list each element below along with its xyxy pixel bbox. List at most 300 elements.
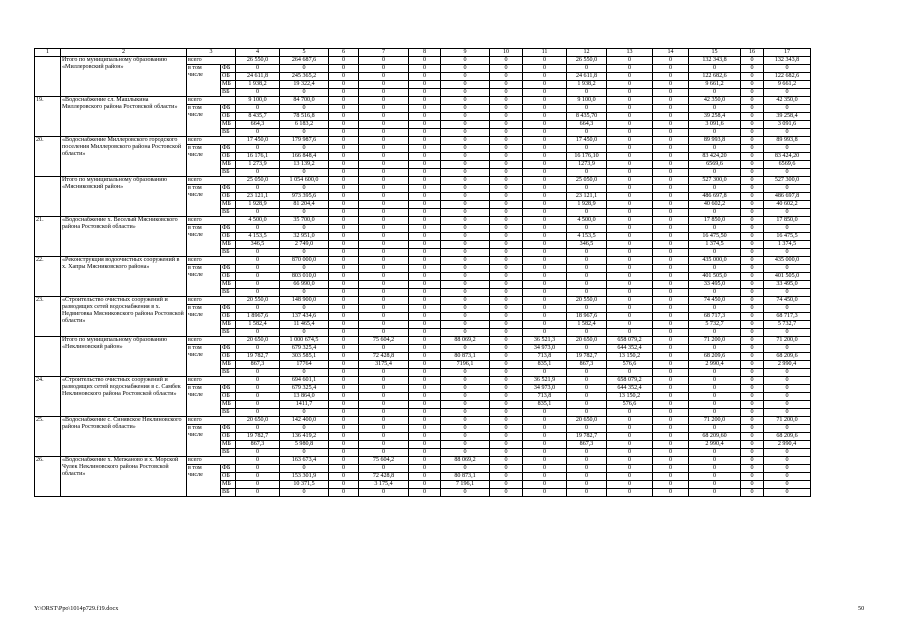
value-cell: 1 928,9 bbox=[567, 201, 607, 209]
value-cell: 0 bbox=[567, 129, 607, 137]
table-row bbox=[35, 217, 811, 225]
value-cell: 122 682,6 bbox=[689, 73, 741, 81]
value-cell: 0 bbox=[523, 185, 567, 193]
value-cell: 0 bbox=[236, 449, 280, 457]
value-cell: 4 153,5 bbox=[236, 233, 280, 241]
value-cell: 0 bbox=[689, 385, 741, 393]
value-cell: 0 bbox=[329, 297, 359, 305]
value-cell: 0 bbox=[329, 305, 359, 313]
value-cell: 0 bbox=[653, 105, 689, 113]
budget-label: ВБ bbox=[221, 289, 236, 297]
value-cell: 0 bbox=[607, 193, 653, 201]
value-cell: 20 650,0 bbox=[567, 417, 607, 425]
value-cell: 0 bbox=[653, 81, 689, 89]
value-cell: 0 bbox=[689, 393, 741, 401]
value-cell: 0 bbox=[329, 121, 359, 129]
value-cell: 0 bbox=[689, 345, 741, 353]
value-cell: 0 bbox=[329, 353, 359, 361]
value-cell: 0 bbox=[567, 65, 607, 73]
value-cell: 435 000,0 bbox=[689, 257, 741, 265]
value-cell: 0 bbox=[329, 273, 359, 281]
value-cell: 0 bbox=[689, 473, 741, 481]
value-cell: 0 bbox=[653, 145, 689, 153]
object-name: Итого по муниципальному образованию «Неклиновский район» bbox=[61, 337, 187, 377]
value-cell: 0 bbox=[359, 313, 409, 321]
value-cell: 0 bbox=[441, 465, 490, 473]
value-cell: 20 650,0 bbox=[567, 337, 607, 345]
value-cell: 0 bbox=[741, 81, 764, 89]
value-cell: 0 bbox=[607, 225, 653, 233]
value-cell: 0 bbox=[607, 65, 653, 73]
budget-label: МБ bbox=[221, 281, 236, 289]
value-cell: 0 bbox=[490, 185, 523, 193]
budget-label: МБ bbox=[221, 161, 236, 169]
value-cell: 88 069,2 bbox=[441, 457, 490, 465]
value-cell: 0 bbox=[359, 385, 409, 393]
value-cell: 0 bbox=[409, 113, 441, 121]
value-cell: 0 bbox=[741, 201, 764, 209]
value-cell: 0 bbox=[741, 321, 764, 329]
row-number: 24. bbox=[35, 377, 61, 417]
value-cell: 835,1 bbox=[523, 401, 567, 409]
value-cell: 0 bbox=[329, 345, 359, 353]
value-cell: 0 bbox=[607, 249, 653, 257]
value-cell: 0 bbox=[441, 281, 490, 289]
value-cell: 0 bbox=[329, 145, 359, 153]
value-cell: 0 bbox=[329, 449, 359, 457]
group-label bbox=[187, 65, 221, 97]
value-cell: 1 273,9 bbox=[236, 161, 280, 169]
value-cell: 0 bbox=[523, 153, 567, 161]
value-cell: 664,3 bbox=[567, 121, 607, 129]
table-row bbox=[35, 377, 811, 385]
value-cell: 9 661,2 bbox=[689, 81, 741, 89]
value-cell: 0 bbox=[441, 321, 490, 329]
value-cell: 0 bbox=[764, 473, 811, 481]
group-label-line1: в том bbox=[188, 385, 202, 391]
value-cell: 0 bbox=[409, 473, 441, 481]
value-cell: 17 850,0 bbox=[689, 217, 741, 225]
value-cell: 0 bbox=[741, 377, 764, 385]
value-cell: 9 661,2 bbox=[764, 81, 811, 89]
value-cell: 0 bbox=[764, 457, 811, 465]
value-cell: 679 325,4 bbox=[280, 345, 329, 353]
value-cell: 0 bbox=[441, 273, 490, 281]
value-cell: 0 bbox=[764, 169, 811, 177]
value-cell: 34 973,0 bbox=[523, 385, 567, 393]
value-cell: 0 bbox=[409, 465, 441, 473]
value-cell: 0 bbox=[607, 73, 653, 81]
value-cell: 0 bbox=[441, 385, 490, 393]
footer-file-path: Y:\ORST\Ppo\1014p729.f19.docx bbox=[34, 605, 119, 612]
value-cell: 0 bbox=[567, 169, 607, 177]
value-cell: 0 bbox=[741, 489, 764, 497]
value-cell: 0 bbox=[441, 153, 490, 161]
value-cell: 0 bbox=[689, 425, 741, 433]
value-cell: 0 bbox=[523, 409, 567, 417]
value-cell: 0 bbox=[741, 217, 764, 225]
value-cell: 0 bbox=[409, 241, 441, 249]
value-cell: 0 bbox=[409, 385, 441, 393]
budget-label: ВБ bbox=[221, 169, 236, 177]
value-cell: 0 bbox=[329, 489, 359, 497]
value-cell: 0 bbox=[441, 241, 490, 249]
value-cell: 0 bbox=[329, 473, 359, 481]
value-cell: 0 bbox=[653, 273, 689, 281]
value-cell: 0 bbox=[653, 201, 689, 209]
value-cell: 0 bbox=[329, 177, 359, 185]
value-cell: 9 100,0 bbox=[236, 97, 280, 105]
total-label: всего bbox=[187, 57, 236, 65]
value-cell: 0 bbox=[490, 465, 523, 473]
value-cell: 0 bbox=[490, 97, 523, 105]
value-cell: 0 bbox=[409, 121, 441, 129]
value-cell: 0 bbox=[741, 113, 764, 121]
value-cell: 644 352,4 bbox=[607, 385, 653, 393]
value-cell: 68 209,6 bbox=[764, 433, 811, 441]
budget-label: ФБ bbox=[221, 265, 236, 273]
object-name: «Строительство очистных сооружений и разводящих сетей водоснабжения в х. Недвиговка Мясниковского района Ростовской области» bbox=[61, 297, 187, 337]
value-cell: 0 bbox=[409, 193, 441, 201]
value-cell: 0 bbox=[236, 289, 280, 297]
value-cell: 0 bbox=[653, 153, 689, 161]
footer-page-number: 50 bbox=[858, 605, 865, 612]
value-cell: 0 bbox=[280, 305, 329, 313]
value-cell: 0 bbox=[441, 305, 490, 313]
value-cell: 0 bbox=[280, 89, 329, 97]
value-cell: 83 424,20 bbox=[764, 153, 811, 161]
value-cell: 71 200,0 bbox=[764, 417, 811, 425]
value-cell: 0 bbox=[689, 465, 741, 473]
value-cell: 0 bbox=[409, 305, 441, 313]
budget-label: ОБ bbox=[221, 113, 236, 121]
value-cell: 0 bbox=[329, 433, 359, 441]
value-cell: 0 bbox=[236, 129, 280, 137]
value-cell: 0 bbox=[764, 89, 811, 97]
value-cell: 0 bbox=[607, 441, 653, 449]
value-cell: 163 673,4 bbox=[280, 457, 329, 465]
value-cell: 0 bbox=[236, 273, 280, 281]
value-cell: 0 bbox=[523, 177, 567, 185]
value-cell: 0 bbox=[236, 305, 280, 313]
value-cell: 0 bbox=[607, 297, 653, 305]
value-cell: 0 bbox=[741, 145, 764, 153]
value-cell: 0 bbox=[409, 337, 441, 345]
value-cell: 0 bbox=[409, 257, 441, 265]
value-cell: 0 bbox=[409, 81, 441, 89]
value-cell: 644 352,4 bbox=[607, 345, 653, 353]
value-cell: 1273,9 bbox=[567, 161, 607, 169]
value-cell: 0 bbox=[409, 425, 441, 433]
value-cell: 80 873,1 bbox=[441, 353, 490, 361]
value-cell: 0 bbox=[653, 241, 689, 249]
value-cell: 0 bbox=[607, 209, 653, 217]
value-cell: 0 bbox=[567, 425, 607, 433]
value-cell: 0 bbox=[567, 289, 607, 297]
total-label: всего bbox=[187, 297, 236, 305]
value-cell: 0 bbox=[490, 329, 523, 337]
value-cell: 0 bbox=[490, 441, 523, 449]
value-cell: 0 bbox=[359, 441, 409, 449]
row-number: 23. bbox=[35, 297, 61, 337]
value-cell: 0 bbox=[359, 409, 409, 417]
value-cell: 0 bbox=[653, 417, 689, 425]
value-cell: 0 bbox=[523, 465, 567, 473]
table-row bbox=[35, 137, 811, 145]
value-cell: 0 bbox=[741, 265, 764, 273]
value-cell: 0 bbox=[741, 473, 764, 481]
value-cell: 0 bbox=[764, 425, 811, 433]
value-cell: 0 bbox=[741, 417, 764, 425]
group-label-line2: числе bbox=[188, 472, 203, 478]
value-cell: 0 bbox=[653, 297, 689, 305]
value-cell: 0 bbox=[409, 401, 441, 409]
value-cell: 0 bbox=[653, 137, 689, 145]
value-cell: 401 505,0 bbox=[689, 273, 741, 281]
value-cell: 973 395,6 bbox=[280, 193, 329, 201]
value-cell: 0 bbox=[329, 57, 359, 65]
value-cell: 0 bbox=[741, 169, 764, 177]
group-label-line1: в том bbox=[188, 265, 202, 271]
group-label bbox=[187, 385, 221, 417]
value-cell: 0 bbox=[689, 449, 741, 457]
value-cell: 0 bbox=[359, 57, 409, 65]
value-cell: 0 bbox=[236, 425, 280, 433]
value-cell: 0 bbox=[653, 185, 689, 193]
budget-label: МБ bbox=[221, 201, 236, 209]
header-cell: 3 bbox=[187, 49, 236, 57]
value-cell: 0 bbox=[653, 385, 689, 393]
value-cell: 0 bbox=[607, 185, 653, 193]
value-cell: 0 bbox=[329, 233, 359, 241]
value-cell: 0 bbox=[764, 385, 811, 393]
value-cell: 0 bbox=[359, 249, 409, 257]
value-cell: 0 bbox=[409, 321, 441, 329]
value-cell: 0 bbox=[741, 257, 764, 265]
value-cell: 0 bbox=[567, 225, 607, 233]
value-cell: 0 bbox=[741, 73, 764, 81]
value-cell: 0 bbox=[441, 209, 490, 217]
value-cell: 0 bbox=[523, 449, 567, 457]
value-cell: 75 604,2 bbox=[359, 337, 409, 345]
header-cell: 2 bbox=[61, 49, 187, 57]
value-cell: 17764 bbox=[280, 361, 329, 369]
value-cell: 0 bbox=[441, 329, 490, 337]
value-cell: 0 bbox=[567, 377, 607, 385]
value-cell: 0 bbox=[409, 345, 441, 353]
budget-label: ОБ bbox=[221, 353, 236, 361]
value-cell: 0 bbox=[689, 265, 741, 273]
object-name: Итого по муниципальному образованию «Мясниковский район» bbox=[61, 177, 187, 217]
value-cell: 68 209,6 bbox=[689, 353, 741, 361]
budget-label: МБ bbox=[221, 481, 236, 489]
budget-label: МБ bbox=[221, 241, 236, 249]
value-cell: 0 bbox=[764, 345, 811, 353]
value-cell: 0 bbox=[607, 369, 653, 377]
value-cell: 33 495,0 bbox=[764, 281, 811, 289]
value-cell: 19 782,7 bbox=[236, 353, 280, 361]
value-cell: 0 bbox=[607, 113, 653, 121]
value-cell: 0 bbox=[607, 265, 653, 273]
value-cell: 867,3 bbox=[236, 441, 280, 449]
value-cell: 0 bbox=[689, 489, 741, 497]
value-cell: 6 183,2 bbox=[280, 121, 329, 129]
value-cell: 0 bbox=[607, 409, 653, 417]
value-cell: 0 bbox=[567, 401, 607, 409]
value-cell: 0 bbox=[441, 177, 490, 185]
value-cell: 0 bbox=[236, 481, 280, 489]
value-cell: 0 bbox=[689, 457, 741, 465]
value-cell: 132 343,8 bbox=[764, 57, 811, 65]
value-cell: 0 bbox=[359, 65, 409, 73]
value-cell: 0 bbox=[490, 377, 523, 385]
value-cell: 0 bbox=[523, 73, 567, 81]
value-cell: 0 bbox=[689, 409, 741, 417]
value-cell: 0 bbox=[409, 433, 441, 441]
value-cell: 0 bbox=[523, 105, 567, 113]
group-label-line1: в том bbox=[188, 65, 202, 71]
value-cell: 0 bbox=[329, 201, 359, 209]
value-cell: 42 350,0 bbox=[764, 97, 811, 105]
value-cell: 0 bbox=[490, 321, 523, 329]
value-cell: 17 450,0 bbox=[567, 137, 607, 145]
value-cell: 0 bbox=[236, 465, 280, 473]
row-number: 21. bbox=[35, 217, 61, 257]
value-cell: 0 bbox=[490, 385, 523, 393]
value-cell: 0 bbox=[490, 473, 523, 481]
value-cell: 132 343,8 bbox=[689, 57, 741, 65]
value-cell: 0 bbox=[280, 449, 329, 457]
group-label-line2: числе bbox=[188, 312, 203, 318]
value-cell: 26 550,0 bbox=[236, 57, 280, 65]
value-cell: 13 150,2 bbox=[607, 393, 653, 401]
value-cell: 0 bbox=[359, 401, 409, 409]
value-cell: 0 bbox=[490, 217, 523, 225]
value-cell: 0 bbox=[523, 241, 567, 249]
value-cell: 0 bbox=[359, 489, 409, 497]
value-cell: 1411,7 bbox=[280, 401, 329, 409]
value-cell: 0 bbox=[329, 361, 359, 369]
value-cell: 0 bbox=[653, 489, 689, 497]
value-cell: 0 bbox=[490, 249, 523, 257]
value-cell: 0 bbox=[409, 137, 441, 145]
value-cell: 0 bbox=[741, 425, 764, 433]
value-cell: 1 938,2 bbox=[567, 81, 607, 89]
value-cell: 19 782,7 bbox=[236, 433, 280, 441]
value-cell: 84 700,0 bbox=[280, 97, 329, 105]
value-cell: 0 bbox=[359, 177, 409, 185]
value-cell: 83 424,20 bbox=[689, 153, 741, 161]
value-cell: 0 bbox=[409, 89, 441, 97]
value-cell: 0 bbox=[653, 369, 689, 377]
header-cell: 11 bbox=[523, 49, 567, 57]
value-cell: 0 bbox=[280, 105, 329, 113]
value-cell: 81 204,4 bbox=[280, 201, 329, 209]
group-label bbox=[187, 105, 221, 137]
value-cell: 0 bbox=[236, 385, 280, 393]
value-cell: 0 bbox=[441, 401, 490, 409]
value-cell: 0 bbox=[409, 265, 441, 273]
budget-label: ВБ bbox=[221, 489, 236, 497]
value-cell: 0 bbox=[409, 73, 441, 81]
budget-label: ФБ bbox=[221, 385, 236, 393]
value-cell: 0 bbox=[359, 233, 409, 241]
value-cell: 0 bbox=[236, 145, 280, 153]
value-cell: 122 682,6 bbox=[764, 73, 811, 81]
budget-label: ВБ bbox=[221, 449, 236, 457]
value-cell: 0 bbox=[523, 457, 567, 465]
table-row bbox=[35, 297, 811, 305]
value-cell: 0 bbox=[490, 193, 523, 201]
value-cell: 0 bbox=[236, 105, 280, 113]
value-cell: 39 258,4 bbox=[764, 113, 811, 121]
value-cell: 0 bbox=[523, 441, 567, 449]
value-cell: 89 993,8 bbox=[689, 137, 741, 145]
value-cell: 0 bbox=[653, 473, 689, 481]
value-cell: 3 175,4 bbox=[359, 481, 409, 489]
header-cell: 5 bbox=[280, 49, 329, 57]
object-name: «Водоснабжение с. Синявское Неклиновского района Ростовской области» bbox=[61, 417, 187, 457]
group-label bbox=[187, 185, 221, 217]
value-cell: 401 505,0 bbox=[764, 273, 811, 281]
budget-label: ОБ bbox=[221, 273, 236, 281]
value-cell: 0 bbox=[359, 321, 409, 329]
value-cell: 0 bbox=[441, 289, 490, 297]
value-cell: 0 bbox=[329, 225, 359, 233]
value-cell: 435 000,0 bbox=[764, 257, 811, 265]
value-cell: 0 bbox=[441, 89, 490, 97]
total-label: всего bbox=[187, 177, 236, 185]
value-cell: 0 bbox=[280, 249, 329, 257]
object-name: «Строительство очистных сооружений и разводящих сетей водоснабжения в с. Самбек Неклиновского района Ростовской области» bbox=[61, 377, 187, 417]
budget-label: ФБ bbox=[221, 465, 236, 473]
value-cell: 0 bbox=[689, 225, 741, 233]
value-cell: 0 bbox=[236, 393, 280, 401]
value-cell: 0 bbox=[523, 121, 567, 129]
value-cell: 0 bbox=[409, 449, 441, 457]
value-cell: 0 bbox=[689, 89, 741, 97]
value-cell: 0 bbox=[741, 337, 764, 345]
value-cell: 0 bbox=[490, 257, 523, 265]
value-cell: 0 bbox=[441, 113, 490, 121]
object-name: «Водоснабжение х. Веселый Мясниковского района Ростовской области» bbox=[61, 217, 187, 257]
value-cell: 0 bbox=[607, 97, 653, 105]
value-cell: 4 500,0 bbox=[236, 217, 280, 225]
value-cell: 0 bbox=[741, 313, 764, 321]
value-cell: 3175,4 bbox=[359, 361, 409, 369]
value-cell: 0 bbox=[653, 457, 689, 465]
value-cell: 0 bbox=[653, 73, 689, 81]
value-cell: 0 bbox=[523, 65, 567, 73]
group-label bbox=[187, 145, 221, 177]
value-cell: 0 bbox=[764, 465, 811, 473]
value-cell: 0 bbox=[567, 409, 607, 417]
value-cell: 0 bbox=[567, 209, 607, 217]
value-cell: 0 bbox=[490, 241, 523, 249]
value-cell: 0 bbox=[359, 281, 409, 289]
value-cell: 0 bbox=[490, 73, 523, 81]
header-cell: 15 bbox=[689, 49, 741, 57]
value-cell: 0 bbox=[689, 249, 741, 257]
value-cell: 0 bbox=[490, 489, 523, 497]
value-cell: 0 bbox=[653, 289, 689, 297]
value-cell: 0 bbox=[441, 257, 490, 265]
value-cell: 0 bbox=[523, 113, 567, 121]
total-label: всего bbox=[187, 337, 236, 345]
value-cell: 20 550,0 bbox=[567, 297, 607, 305]
value-cell: 0 bbox=[409, 313, 441, 321]
header-cell: 9 bbox=[441, 49, 490, 57]
